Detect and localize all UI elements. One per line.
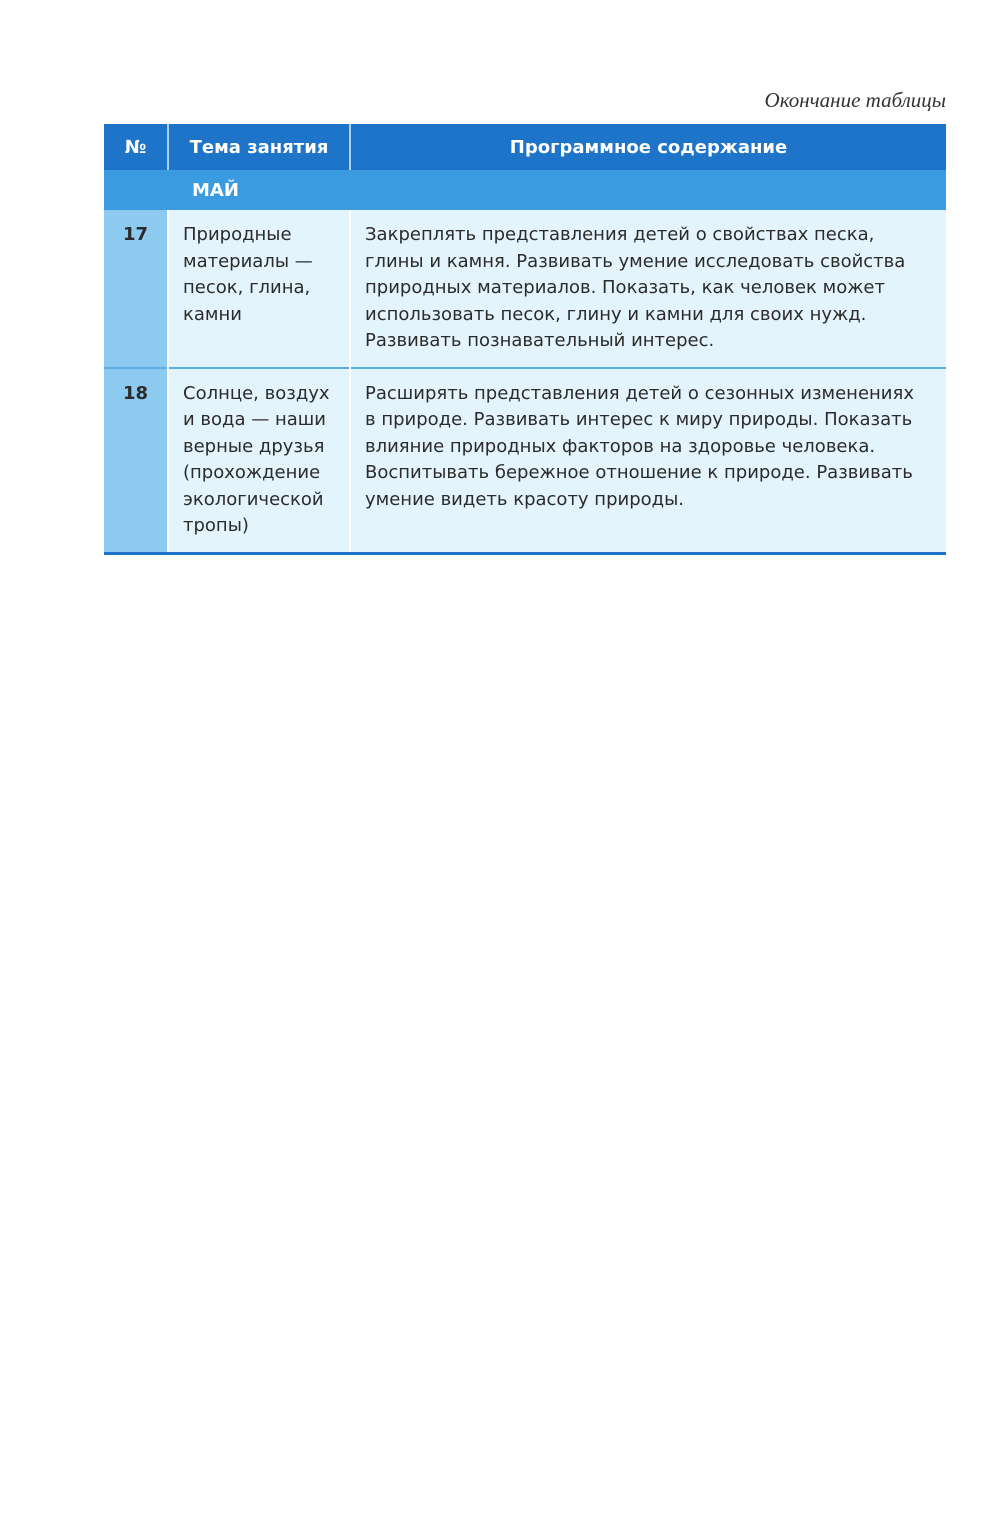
row-number: 17: [104, 210, 168, 368]
table-header-row: [104, 124, 946, 170]
header-content: Программное содержание: [350, 124, 946, 170]
table-row: [104, 368, 946, 552]
header-num: №: [104, 124, 168, 170]
header-topic: Тема занятия: [168, 124, 350, 170]
row-content: Расширять представления детей о сезонных изменениях в природе. Развивать интерес к миру природы. Показать влияние природных факторов на здоровье человека. Воспитывать бережное отношение к природе. Развивать умение видеть красоту природы.: [350, 368, 946, 552]
row-content: Закреплять представления детей о свойствах песка, глины и камня. Развивать умение исследовать свойства природных материалов. Показать, как человек может использовать песок, глину и камни для своих нужд. Развивать познавательный интерес.: [350, 210, 946, 368]
table-bottom-rule: [104, 552, 946, 555]
table-row: [104, 210, 946, 368]
table-caption: Окончание таблицы: [764, 88, 946, 112]
row-number: 18: [104, 368, 168, 552]
row-topic: Солнце, воздух и вода — наши верные друзья (прохождение экологической тропы): [168, 368, 350, 552]
month-spacer: [104, 170, 168, 210]
row-topic: Природные материалы — песок, глина, камни: [168, 210, 350, 368]
month-label: МАЙ: [168, 170, 946, 210]
lesson-table: [104, 124, 946, 552]
month-row: [104, 170, 946, 210]
